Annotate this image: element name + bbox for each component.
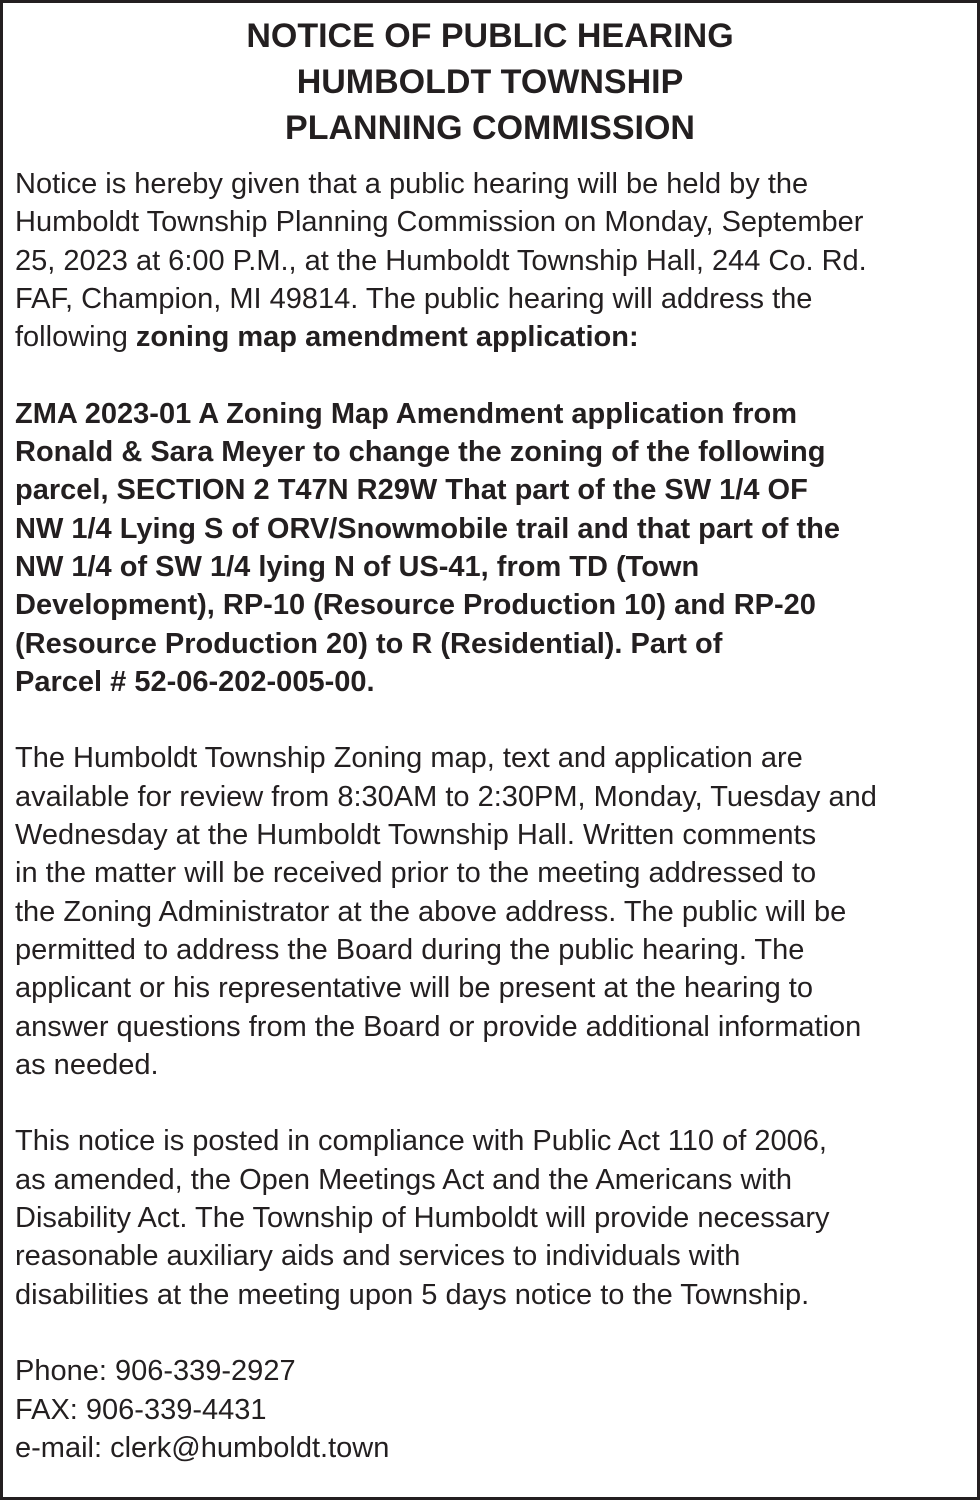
review-line: in the matter will be received prior to the meeting addressed to bbox=[15, 857, 817, 890]
review-line: The Humboldt Township Zoning map, text and application are bbox=[15, 742, 803, 775]
compliance-line: Disability Act. The Township of Humboldt will provide necessary bbox=[15, 1202, 830, 1235]
intro-line: FAF, Champion, MI 49814. The public hearing will address the bbox=[15, 282, 813, 315]
zma-line: Ronald & Sara Meyer to change the zoning of the following bbox=[15, 436, 826, 469]
title-line: HUMBOLDT TOWNSHIP bbox=[296, 63, 684, 101]
contact-block bbox=[15, 1352, 965, 1467]
review-line: the Zoning Administrator at the above address. The public will be bbox=[15, 895, 847, 928]
zma-line: ZMA 2023-01 A Zoning Map Amendment application from bbox=[15, 397, 797, 430]
zma-line: (Resource Production 20) to R (Residential). Part of bbox=[15, 627, 723, 660]
compliance-line: reasonable auxiliary aids and services to individuals with bbox=[15, 1240, 741, 1273]
title-line: NOTICE OF PUBLIC HEARING bbox=[246, 17, 734, 55]
intro-line: Humboldt Township Planning Commission on Monday, September bbox=[15, 206, 864, 239]
contact-email: e-mail: clerk@humboldt.town bbox=[15, 1431, 390, 1464]
zma-line: NW 1/4 of SW 1/4 lying N of US-41, from TD (Town bbox=[15, 550, 700, 583]
notice-title bbox=[15, 13, 965, 151]
zma-line: parcel, SECTION 2 T47N R29W That part of the SW 1/4 OF bbox=[15, 474, 808, 507]
compliance-line: disabilities at the meeting upon 5 days notice to the Township. bbox=[15, 1278, 810, 1311]
intro-prefix: following bbox=[15, 321, 136, 354]
review-line: available for review from 8:30AM to 2:30PM, Monday, Tuesday and bbox=[15, 780, 877, 813]
review-line: answer questions from the Board or provide additional information bbox=[15, 1010, 862, 1043]
review-paragraph bbox=[15, 739, 965, 1084]
title-line: PLANNING COMMISSION bbox=[285, 109, 695, 147]
review-line: applicant or his representative will be present at the hearing to bbox=[15, 972, 813, 1005]
zma-line: Parcel # 52-06-202-005-00. bbox=[15, 665, 375, 698]
intro-line-last bbox=[15, 318, 965, 356]
review-line: permitted to address the Board during the public hearing. The bbox=[15, 933, 805, 966]
compliance-line: This notice is posted in compliance with Public Act 110 of 2006, bbox=[15, 1125, 827, 1158]
review-line: Wednesday at the Humboldt Township Hall. Written comments bbox=[15, 819, 817, 852]
zma-paragraph bbox=[15, 395, 965, 701]
intro-bold-phrase: zoning map amendment application: bbox=[135, 321, 639, 354]
contact-phone: Phone: 906-339-2927 bbox=[15, 1355, 296, 1388]
zma-line: Development), RP-10 (Resource Production 10) and RP-20 bbox=[15, 589, 816, 622]
zma-line: NW 1/4 Lying S of ORV/Snowmobile trail and that part of the bbox=[15, 512, 840, 545]
intro-line: 25, 2023 at 6:00 P.M., at the Humboldt Township Hall, 244 Co. Rd. bbox=[15, 244, 867, 277]
compliance-line: as amended, the Open Meetings Act and the Americans with bbox=[15, 1163, 793, 1196]
contact-fax: FAX: 906-339-4431 bbox=[15, 1393, 267, 1426]
intro-paragraph bbox=[15, 165, 965, 356]
compliance-paragraph bbox=[15, 1122, 965, 1313]
review-line: as needed. bbox=[15, 1048, 159, 1081]
intro-line: Notice is hereby given that a public hearing will be held by the bbox=[15, 168, 809, 200]
